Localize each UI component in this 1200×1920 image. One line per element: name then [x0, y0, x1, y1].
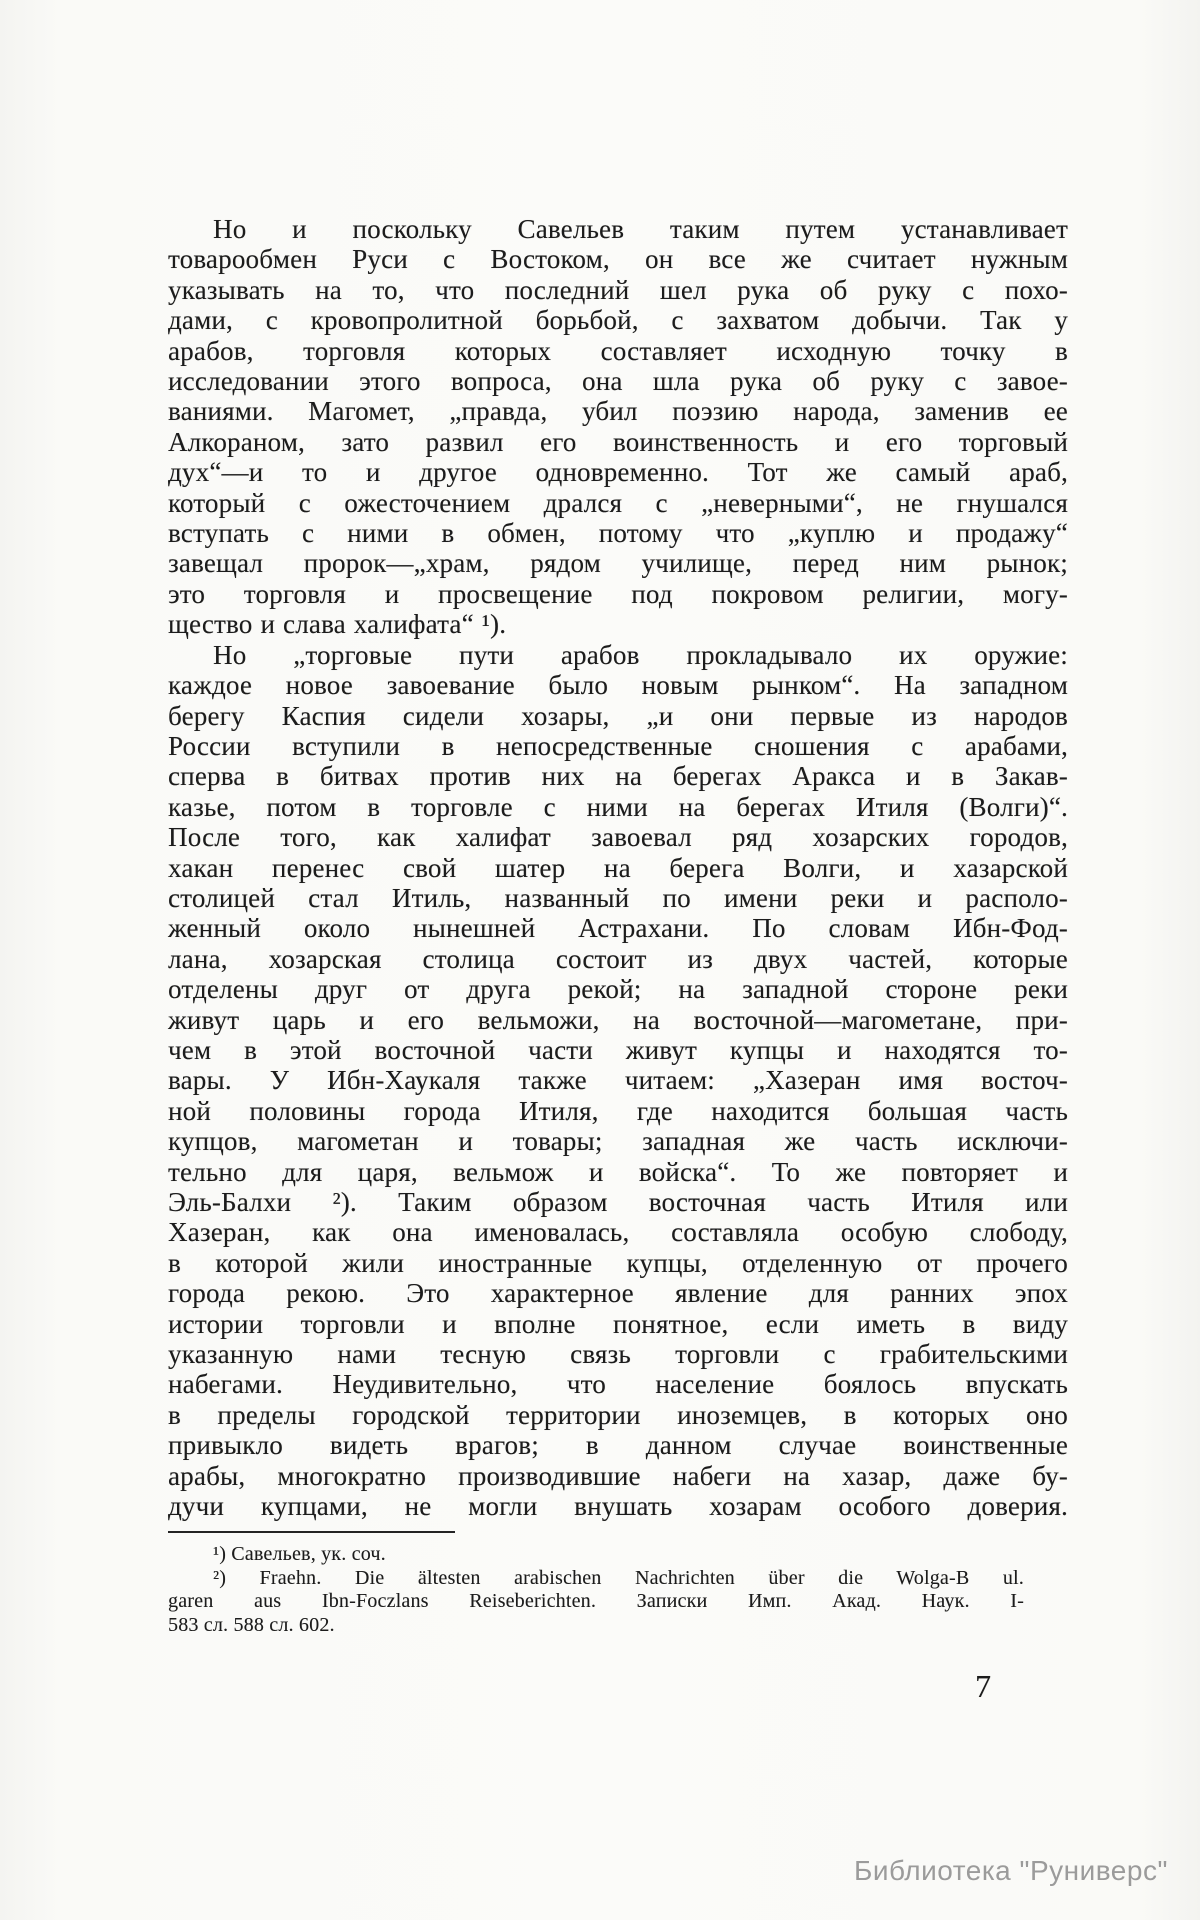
text-line: живут царь и его вельможи, на восточной—магометане, при- — [168, 1004, 1068, 1035]
text-line: России вступили в непосредственные сношения с арабами, — [168, 730, 1068, 761]
text-line: вступать с ними в обмен, потому что „куплю и продажу“ — [168, 518, 1068, 549]
text-line: Эль-Балхи ²). Таким образом восточная часть Итиля или — [168, 1187, 1068, 1217]
text-line: дух“—и то и другое одновременно. Тот же самый араб, — [168, 457, 1068, 488]
text-line: казье, потом в торговле с ними на берегах Итиля (Волги)“. — [168, 791, 1068, 822]
text-line: товарообмен Руси с Востоком, он все же считает нужным — [168, 244, 1068, 275]
text-line: Но и поскольку Савельев таким путем устанавливает — [213, 214, 1068, 244]
text-line: Алкораном, зато развил его воинственность и его торговый — [168, 426, 1068, 457]
text-line: исследовании этого вопроса, она шла рука об руку с завое- — [168, 366, 1068, 397]
footnote-line: 583 сл. 588 сл. 602. — [168, 1613, 335, 1636]
text-line: чем в этой восточной части живут купцы и находятся то- — [168, 1034, 1068, 1065]
text-line: в пределы городской территории иноземцев, в которых оно — [168, 1399, 1068, 1430]
text-line: ной половины города Итиля, где находится большая часть — [168, 1095, 1068, 1126]
text-line: арабов, торговля которых составляет исходную точку в — [168, 335, 1068, 366]
text-block — [168, 214, 1068, 1521]
text-line: купцов, магометан и товары; западная же часть исключи- — [168, 1126, 1068, 1157]
text-line: ваниями. Магомет, „правда, убил поэзию народа, заменив ее — [168, 396, 1068, 427]
text-line: лана, хозарская столица состоит из двух частей, которые — [168, 943, 1068, 974]
text-line: Хазеран, как она именовалась, составляла особую слободу, — [168, 1217, 1068, 1248]
footnotes — [168, 1543, 1024, 1637]
paragraph-2 — [168, 640, 1068, 1522]
text-line: завещал пророк—„храм, рядом училище, перед ним рынок; — [168, 548, 1068, 579]
footnote-line: garen aus Ibn-Foczlans Reiseberichten. Записки Имп. Акад. Наук. I- — [168, 1590, 1024, 1612]
text-line: это торговля и просвещение под покровом религии, могу- — [168, 578, 1068, 609]
footnote-line: ²) Fraehn. Die ältesten arabischen Nachrichten über die Wolga-B ul. — [213, 1566, 1024, 1589]
text-line: набегами. Неудивительно, что население боялось впускать — [168, 1369, 1068, 1400]
text-line: каждое новое завоевание было новым рынком“. На западном — [168, 670, 1068, 701]
text-line: вары. У Ибн-Хаукаля также читаем: „Хазеран имя восточ- — [168, 1065, 1068, 1096]
text-line: После того, как халифат завоевал ряд хозарских городов, — [168, 822, 1068, 853]
page-number: 7 — [975, 1668, 991, 1704]
library-watermark: Библиотека "Руниверс" — [854, 1855, 1168, 1886]
text-line: хакан перенес свой шатер на берега Волги, и хазарской — [168, 852, 1068, 883]
text-line: дучи купцами, не могли внушать хозарам особого доверия. — [168, 1491, 1068, 1522]
text-line: который с ожесточением дрался с „неверными“, не гнушался — [168, 487, 1068, 518]
paragraph-1 — [168, 214, 1068, 640]
footnote-separator — [168, 1531, 455, 1533]
text-line: города рекою. Это характерное явление для ранних эпох — [168, 1278, 1068, 1309]
text-line: отделены друг от друга рекой; на западной стороне реки — [168, 974, 1068, 1005]
text-line: дами, с кровопролитной борьбой, с захватом добычи. Так у — [168, 305, 1068, 336]
text-line: указанную нами тесную связь торговли с грабительскими — [168, 1339, 1068, 1370]
text-line: тельно для царя, вельмож и войска“. То же повторяет и — [168, 1156, 1068, 1187]
text-line: указывать на то, что последний шел рука об руку с похо- — [168, 274, 1068, 305]
footnote-line: ¹) Савельев, ук. соч. — [213, 1543, 386, 1565]
text-line: Но „торговые пути арабов прокладывало их оружие: — [213, 639, 1068, 670]
text-line: женный около нынешней Астрахани. По словам Ибн-Фод- — [168, 913, 1068, 944]
text-line: арабы, многократно производившие набеги на хазар, даже бу- — [168, 1460, 1068, 1491]
text-line: берегу Каспия сидели хозары, „и они первые из народов — [168, 700, 1068, 731]
text-line: щество и слава халифата“ ¹). — [168, 609, 507, 640]
text-line: столицей стал Итиль, названный по имени реки и располо- — [168, 882, 1068, 913]
text-line: привыкло видеть врагов; в данном случае воинственные — [168, 1430, 1068, 1461]
text-line: истории торговли и вполне понятное, если иметь в виду — [168, 1308, 1068, 1339]
text-line: сперва в битвах против них на берегах Аракса и в Закав- — [168, 761, 1068, 792]
text-line: в которой жили иностранные купцы, отделенную от прочего — [168, 1247, 1068, 1278]
